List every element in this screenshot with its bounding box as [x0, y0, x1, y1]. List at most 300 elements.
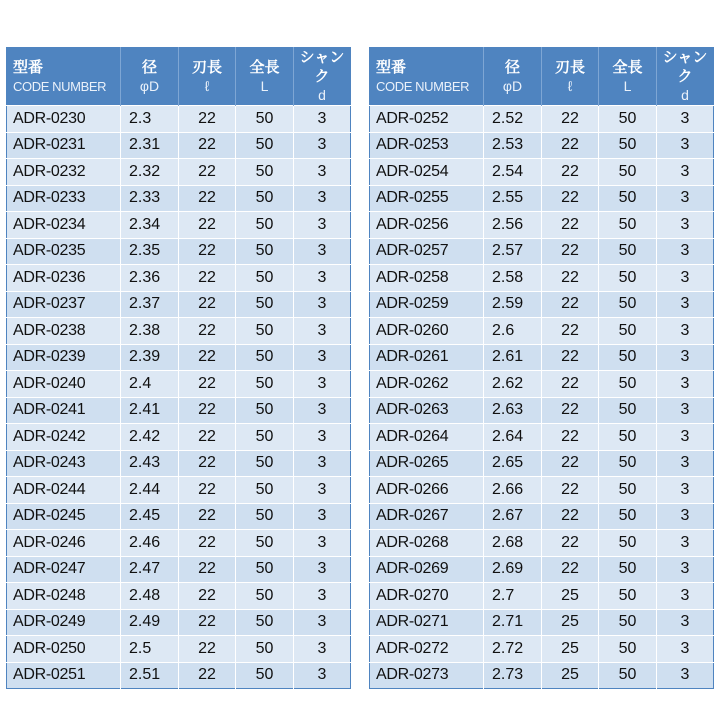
cell-flute-length: 25	[542, 636, 599, 663]
cell-diameter: 2.43	[121, 450, 179, 477]
table-row	[7, 583, 351, 610]
cell-code-number: ADR-0251	[7, 662, 121, 689]
cell-flute-length: 22	[179, 344, 236, 371]
cell-diameter: 2.58	[484, 265, 542, 292]
cell-code-number: ADR-0250	[7, 636, 121, 663]
cell-diameter: 2.61	[484, 344, 542, 371]
table-row	[370, 636, 714, 663]
table-row	[7, 159, 351, 186]
cell-shank-diameter: 3	[657, 212, 714, 239]
header-shank	[657, 48, 714, 106]
cell-total-length: 50	[236, 397, 294, 424]
cell-shank-diameter: 3	[657, 291, 714, 318]
cell-total-length: 50	[236, 530, 294, 557]
cell-diameter: 2.73	[484, 662, 542, 689]
table-row	[370, 106, 714, 133]
cell-shank-diameter: 3	[294, 636, 351, 663]
cell-diameter: 2.48	[121, 583, 179, 610]
cell-flute-length: 22	[179, 424, 236, 451]
cell-flute-length: 25	[542, 583, 599, 610]
cell-shank-diameter: 3	[657, 185, 714, 212]
cell-shank-diameter: 3	[657, 371, 714, 398]
table-row	[370, 318, 714, 345]
cell-diameter: 2.59	[484, 291, 542, 318]
cell-diameter: 2.66	[484, 477, 542, 504]
cell-total-length: 50	[599, 450, 657, 477]
cell-diameter: 2.65	[484, 450, 542, 477]
header-shank-symbol: d	[318, 87, 326, 103]
table-row	[7, 344, 351, 371]
cell-code-number: ADR-0236	[7, 265, 121, 292]
cell-total-length: 50	[599, 424, 657, 451]
table-body-right	[370, 106, 714, 689]
cell-shank-diameter: 3	[657, 132, 714, 159]
cell-total-length: 50	[599, 609, 657, 636]
cell-diameter: 2.34	[121, 212, 179, 239]
spec-table-left	[6, 47, 351, 689]
cell-code-number: ADR-0247	[7, 556, 121, 583]
cell-shank-diameter: 3	[294, 662, 351, 689]
table-row	[7, 371, 351, 398]
cell-flute-length: 22	[542, 424, 599, 451]
cell-diameter: 2.52	[484, 106, 542, 133]
table-row	[7, 291, 351, 318]
cell-flute-length: 22	[179, 159, 236, 186]
cell-diameter: 2.46	[121, 530, 179, 557]
table-row	[370, 556, 714, 583]
cell-shank-diameter: 3	[294, 583, 351, 610]
cell-shank-diameter: 3	[294, 344, 351, 371]
cell-shank-diameter: 3	[657, 318, 714, 345]
cell-shank-diameter: 3	[294, 424, 351, 451]
table-row	[370, 583, 714, 610]
cell-flute-length: 22	[542, 344, 599, 371]
cell-shank-diameter: 3	[657, 556, 714, 583]
cell-total-length: 50	[599, 397, 657, 424]
cell-diameter: 2.3	[121, 106, 179, 133]
cell-diameter: 2.67	[484, 503, 542, 530]
cell-flute-length: 22	[542, 503, 599, 530]
cell-code-number: ADR-0259	[370, 291, 484, 318]
cell-shank-diameter: 3	[294, 397, 351, 424]
table-row	[370, 609, 714, 636]
table-row	[7, 609, 351, 636]
cell-diameter: 2.35	[121, 238, 179, 265]
cell-total-length: 50	[236, 450, 294, 477]
table-row	[370, 477, 714, 504]
cell-code-number: ADR-0255	[370, 185, 484, 212]
cell-shank-diameter: 3	[294, 318, 351, 345]
cell-total-length: 50	[599, 636, 657, 663]
table-row	[370, 450, 714, 477]
cell-code-number: ADR-0245	[7, 503, 121, 530]
cell-shank-diameter: 3	[294, 265, 351, 292]
cell-total-length: 50	[236, 185, 294, 212]
cell-shank-diameter: 3	[294, 556, 351, 583]
header-code-jp: 型番	[376, 58, 407, 76]
cell-flute-length: 22	[542, 477, 599, 504]
cell-flute-length: 22	[179, 583, 236, 610]
cell-code-number: ADR-0258	[370, 265, 484, 292]
cell-total-length: 50	[236, 503, 294, 530]
cell-flute-length: 22	[179, 371, 236, 398]
cell-code-number: ADR-0270	[370, 583, 484, 610]
cell-code-number: ADR-0242	[7, 424, 121, 451]
cell-total-length: 50	[599, 371, 657, 398]
cell-total-length: 50	[236, 344, 294, 371]
cell-total-length: 50	[236, 159, 294, 186]
table-row	[7, 636, 351, 663]
table-row	[7, 556, 351, 583]
cell-code-number: ADR-0262	[370, 371, 484, 398]
cell-total-length: 50	[599, 530, 657, 557]
header-code-en: CODE NUMBER	[376, 78, 470, 94]
cell-code-number: ADR-0232	[7, 159, 121, 186]
cell-diameter: 2.57	[484, 238, 542, 265]
table-header-row	[7, 48, 351, 106]
cell-shank-diameter: 3	[294, 291, 351, 318]
cell-code-number: ADR-0231	[7, 132, 121, 159]
cell-flute-length: 22	[179, 503, 236, 530]
table-row	[7, 503, 351, 530]
cell-code-number: ADR-0249	[7, 609, 121, 636]
cell-code-number: ADR-0254	[370, 159, 484, 186]
cell-total-length: 50	[236, 106, 294, 133]
cell-total-length: 50	[599, 159, 657, 186]
header-total-symbol: L	[623, 77, 632, 94]
cell-shank-diameter: 3	[657, 477, 714, 504]
table-body-left	[7, 106, 351, 689]
cell-shank-diameter: 3	[294, 530, 351, 557]
cell-flute-length: 22	[542, 556, 599, 583]
table-row	[7, 477, 351, 504]
table-row	[370, 238, 714, 265]
cell-code-number: ADR-0271	[370, 609, 484, 636]
header-shank-jp: シャンク	[662, 49, 708, 85]
cell-diameter: 2.62	[484, 371, 542, 398]
cell-total-length: 50	[599, 185, 657, 212]
cell-diameter: 2.64	[484, 424, 542, 451]
table-row	[370, 424, 714, 451]
cell-code-number: ADR-0261	[370, 344, 484, 371]
cell-flute-length: 22	[542, 450, 599, 477]
cell-flute-length: 22	[542, 371, 599, 398]
cell-diameter: 2.69	[484, 556, 542, 583]
table-row	[370, 159, 714, 186]
cell-shank-diameter: 3	[294, 503, 351, 530]
cell-flute-length: 22	[179, 662, 236, 689]
cell-total-length: 50	[599, 344, 657, 371]
cell-code-number: ADR-0264	[370, 424, 484, 451]
header-shank-jp: シャンク	[299, 49, 345, 85]
header-shank-symbol: d	[681, 87, 689, 103]
cell-diameter: 2.71	[484, 609, 542, 636]
cell-total-length: 50	[236, 132, 294, 159]
cell-diameter: 2.6	[484, 318, 542, 345]
cell-total-length: 50	[599, 556, 657, 583]
table-row	[370, 530, 714, 557]
table-row	[7, 397, 351, 424]
cell-code-number: ADR-0265	[370, 450, 484, 477]
table-header-row	[370, 48, 714, 106]
cell-flute-length: 22	[179, 106, 236, 133]
table-row	[7, 132, 351, 159]
cell-code-number: ADR-0233	[7, 185, 121, 212]
header-code	[7, 48, 121, 106]
header-flute-symbol: ℓ	[204, 77, 210, 94]
cell-diameter: 2.45	[121, 503, 179, 530]
cell-flute-length: 22	[179, 530, 236, 557]
header-total-jp: 全長	[612, 58, 643, 76]
cell-flute-length: 22	[179, 397, 236, 424]
cell-code-number: ADR-0272	[370, 636, 484, 663]
cell-code-number: ADR-0239	[7, 344, 121, 371]
cell-code-number: ADR-0238	[7, 318, 121, 345]
cell-flute-length: 22	[542, 318, 599, 345]
cell-diameter: 2.5	[121, 636, 179, 663]
cell-diameter: 2.38	[121, 318, 179, 345]
cell-code-number: ADR-0230	[7, 106, 121, 133]
cell-flute-length: 22	[179, 238, 236, 265]
cell-flute-length: 22	[179, 477, 236, 504]
cell-diameter: 2.49	[121, 609, 179, 636]
cell-flute-length: 22	[179, 212, 236, 239]
header-code	[370, 48, 484, 106]
cell-diameter: 2.63	[484, 397, 542, 424]
table-row	[7, 450, 351, 477]
table-row	[370, 371, 714, 398]
cell-shank-diameter: 3	[657, 503, 714, 530]
cell-total-length: 50	[236, 318, 294, 345]
cell-flute-length: 22	[179, 185, 236, 212]
cell-flute-length: 22	[179, 318, 236, 345]
header-flute-symbol: ℓ	[567, 77, 573, 94]
cell-code-number: ADR-0260	[370, 318, 484, 345]
cell-total-length: 50	[236, 609, 294, 636]
cell-total-length: 50	[236, 477, 294, 504]
cell-shank-diameter: 3	[294, 450, 351, 477]
cell-total-length: 50	[236, 212, 294, 239]
cell-shank-diameter: 3	[657, 397, 714, 424]
cell-diameter: 2.37	[121, 291, 179, 318]
table-row	[370, 185, 714, 212]
cell-flute-length: 22	[542, 530, 599, 557]
table-row	[370, 662, 714, 689]
table-row	[7, 530, 351, 557]
cell-total-length: 50	[236, 238, 294, 265]
cell-shank-diameter: 3	[657, 530, 714, 557]
cell-diameter: 2.68	[484, 530, 542, 557]
cell-total-length: 50	[236, 265, 294, 292]
cell-total-length: 50	[599, 291, 657, 318]
cell-code-number: ADR-0234	[7, 212, 121, 239]
table-row	[7, 185, 351, 212]
cell-total-length: 50	[599, 212, 657, 239]
cell-code-number: ADR-0257	[370, 238, 484, 265]
cell-shank-diameter: 3	[657, 106, 714, 133]
cell-diameter: 2.44	[121, 477, 179, 504]
cell-total-length: 50	[599, 503, 657, 530]
cell-total-length: 50	[599, 318, 657, 345]
header-diameter-jp: 径	[141, 58, 157, 76]
cell-flute-length: 22	[542, 106, 599, 133]
cell-diameter: 2.7	[484, 583, 542, 610]
cell-code-number: ADR-0256	[370, 212, 484, 239]
header-diameter-symbol: φD	[139, 77, 160, 94]
header-code-en: CODE NUMBER	[13, 78, 107, 94]
header-diameter	[484, 48, 542, 106]
cell-flute-length: 22	[542, 265, 599, 292]
cell-diameter: 2.42	[121, 424, 179, 451]
cell-code-number: ADR-0235	[7, 238, 121, 265]
cell-shank-diameter: 3	[657, 662, 714, 689]
cell-code-number: ADR-0253	[370, 132, 484, 159]
cell-flute-length: 22	[179, 132, 236, 159]
cell-shank-diameter: 3	[294, 609, 351, 636]
cell-diameter: 2.56	[484, 212, 542, 239]
cell-shank-diameter: 3	[294, 477, 351, 504]
header-total-jp: 全長	[249, 58, 280, 76]
cell-total-length: 50	[236, 636, 294, 663]
cell-total-length: 50	[236, 424, 294, 451]
cell-flute-length: 22	[179, 609, 236, 636]
cell-diameter: 2.55	[484, 185, 542, 212]
cell-code-number: ADR-0266	[370, 477, 484, 504]
table-row	[7, 662, 351, 689]
header-code-jp: 型番	[13, 58, 44, 76]
cell-total-length: 50	[236, 662, 294, 689]
cell-diameter: 2.33	[121, 185, 179, 212]
cell-total-length: 50	[236, 291, 294, 318]
header-shank	[294, 48, 351, 106]
cell-shank-diameter: 3	[657, 450, 714, 477]
cell-code-number: ADR-0237	[7, 291, 121, 318]
cell-shank-diameter: 3	[657, 424, 714, 451]
cell-flute-length: 25	[542, 609, 599, 636]
cell-code-number: ADR-0252	[370, 106, 484, 133]
cell-shank-diameter: 3	[294, 238, 351, 265]
table-row	[7, 424, 351, 451]
cell-code-number: ADR-0243	[7, 450, 121, 477]
cell-flute-length: 22	[179, 265, 236, 292]
cell-code-number: ADR-0244	[7, 477, 121, 504]
cell-flute-length: 22	[542, 132, 599, 159]
cell-flute-length: 25	[542, 662, 599, 689]
table-row	[370, 132, 714, 159]
cell-shank-diameter: 3	[657, 238, 714, 265]
cell-diameter: 2.36	[121, 265, 179, 292]
cell-total-length: 50	[236, 556, 294, 583]
cell-code-number: ADR-0269	[370, 556, 484, 583]
cell-shank-diameter: 3	[294, 132, 351, 159]
table-row	[370, 397, 714, 424]
cell-flute-length: 22	[179, 556, 236, 583]
cell-shank-diameter: 3	[294, 159, 351, 186]
cell-total-length: 50	[236, 371, 294, 398]
table-row	[7, 318, 351, 345]
cell-diameter: 2.53	[484, 132, 542, 159]
cell-diameter: 2.39	[121, 344, 179, 371]
header-flute-jp: 刃長	[554, 58, 585, 76]
cell-flute-length: 22	[542, 185, 599, 212]
cell-shank-diameter: 3	[657, 265, 714, 292]
cell-total-length: 50	[599, 238, 657, 265]
header-diameter-jp: 径	[504, 58, 520, 76]
cell-diameter: 2.47	[121, 556, 179, 583]
cell-diameter: 2.54	[484, 159, 542, 186]
cell-shank-diameter: 3	[294, 371, 351, 398]
cell-code-number: ADR-0240	[7, 371, 121, 398]
cell-diameter: 2.4	[121, 371, 179, 398]
cell-diameter: 2.51	[121, 662, 179, 689]
cell-flute-length: 22	[542, 238, 599, 265]
cell-total-length: 50	[599, 583, 657, 610]
table-row	[370, 344, 714, 371]
cell-diameter: 2.31	[121, 132, 179, 159]
table-row	[370, 503, 714, 530]
header-flute-jp: 刃長	[191, 58, 222, 76]
cell-shank-diameter: 3	[294, 212, 351, 239]
cell-shank-diameter: 3	[657, 609, 714, 636]
cell-shank-diameter: 3	[657, 636, 714, 663]
cell-total-length: 50	[599, 662, 657, 689]
cell-diameter: 2.72	[484, 636, 542, 663]
cell-flute-length: 22	[542, 397, 599, 424]
table-row	[7, 212, 351, 239]
cell-flute-length: 22	[542, 159, 599, 186]
header-flute-length	[542, 48, 599, 106]
spec-table-right	[369, 47, 714, 689]
cell-shank-diameter: 3	[294, 185, 351, 212]
header-total-length	[236, 48, 294, 106]
table-row	[370, 265, 714, 292]
cell-shank-diameter: 3	[657, 344, 714, 371]
cell-total-length: 50	[236, 583, 294, 610]
table-row	[370, 291, 714, 318]
header-diameter	[121, 48, 179, 106]
table-row	[7, 106, 351, 133]
cell-code-number: ADR-0263	[370, 397, 484, 424]
cell-diameter: 2.32	[121, 159, 179, 186]
table-row	[7, 238, 351, 265]
cell-flute-length: 22	[542, 291, 599, 318]
cell-flute-length: 22	[542, 212, 599, 239]
cell-code-number: ADR-0267	[370, 503, 484, 530]
cell-shank-diameter: 3	[657, 583, 714, 610]
cell-shank-diameter: 3	[294, 106, 351, 133]
table-row	[7, 265, 351, 292]
cell-code-number: ADR-0241	[7, 397, 121, 424]
header-total-symbol: L	[260, 77, 269, 94]
cell-total-length: 50	[599, 106, 657, 133]
cell-total-length: 50	[599, 265, 657, 292]
cell-code-number: ADR-0273	[370, 662, 484, 689]
cell-code-number: ADR-0268	[370, 530, 484, 557]
cell-shank-diameter: 3	[657, 159, 714, 186]
cell-total-length: 50	[599, 477, 657, 504]
header-flute-length	[179, 48, 236, 106]
header-diameter-symbol: φD	[502, 77, 523, 94]
cell-flute-length: 22	[179, 450, 236, 477]
cell-code-number: ADR-0248	[7, 583, 121, 610]
table-row	[370, 212, 714, 239]
cell-code-number: ADR-0246	[7, 530, 121, 557]
cell-total-length: 50	[599, 132, 657, 159]
header-total-length	[599, 48, 657, 106]
cell-flute-length: 22	[179, 636, 236, 663]
cell-diameter: 2.41	[121, 397, 179, 424]
cell-flute-length: 22	[179, 291, 236, 318]
